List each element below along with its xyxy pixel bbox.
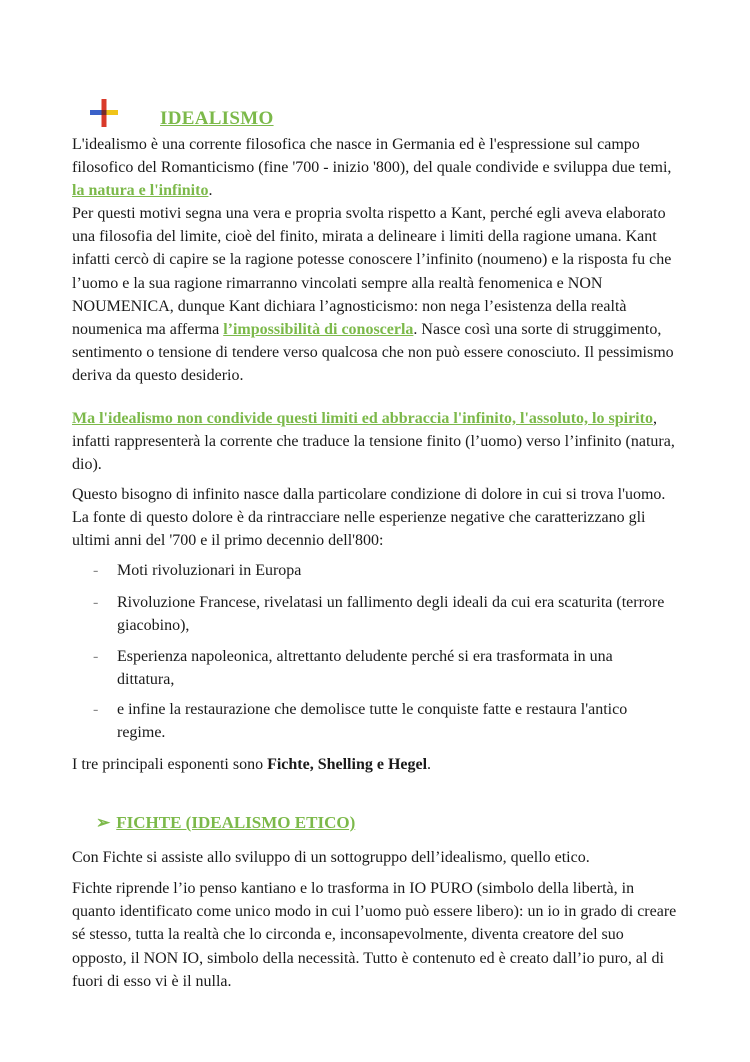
section-heading-fichte: ➢ FICHTE (IDEALISMO ETICO) [96, 813, 356, 832]
arrow-bullet-icon: ➢ [96, 813, 111, 832]
highlight-natura-infinito: la natura e l'infinito [72, 182, 209, 200]
highlight-impossibilita: l’impossibilità di conoscerla [223, 321, 414, 339]
document-page: IDEALISMO L'idealismo è una corrente filosofica che nasce in Germania ed è l'espressione sul campo filosofico del Romanticismo (fine '700 - inizio '800), del quale condivide e sviluppa due temi, la natura e l'infinito. Per questi motivi segna una vera e propria svolta rispetto a Kant, perché egli aveva elaborato una filosofia del limite, cioè del finito, mirata a delineare i limiti della ragione umana. Kant infatti cercò di capire se la ragione potesse conoscere l’infinito (noumeno) e la risposta fu che l’uomo e la sua ragione rimarranno vincolati sempre alla realtà fenomenica e NON NOUMENICA, dunque Kant dichiara l’agnosticismo: non nega l’esistenza della realtà noumenica ma afferma l’impossibilità di conoscerla. Nasce così una sorte di struggimento, sentimento o tensione di tendere verso qualcosa che non può essere conosciuto. Il pessimismo deriva da questo desiderio. Ma l'idealismo non condivide questi limiti ed abbraccia l'infinito, l'assoluto, lo spirito, infatti rappresenterà la corrente che traduce la tensione finito (l’uomo) verso l’infinito (natura, dio). Questo bisogno di infinito nasce dalla particolare condizione di dolore in cui si trova l'uomo. La fonte di questo dolore è da rintracciare nelle esperienze negative che caratterizzano gli ultimi anni del '700 e il primo decennio dell'800: - Moti rivoluzionari in Europa - Rivoluzione Francese, rivelatasi un fallimento degli ideali da cui era scaturita (terrore giacobino), - Esperienza napoleonica, altrettanto deludente perché si era trasformata in una dittatura, - e infine la restaurazione che demolisce tutte le conquiste fatte e restaura l'antico regime. I tre principali esponenti sono Fichte, Shelling e Hegel. ➢ FICHTE (IDEALISMO ETICO) Con Fichte si assiste allo sviluppo di un sottogruppo dell’idealismo, quello etico. Fichte riprende l’io penso kantiano e lo trasforma in IO PURO (simbolo della libertà, in quanto identificato come unico modo in cui l’uomo può essere libero): un io in grado di creare sé stesso, tutta la realtà che lo circonda e, inconsapevolmente, diventa creatore del suo opposto, il NON IO, simbolo della necessità. Tutto è contenuto ed è creato dall’io puro, al di fuori di esso vi è il nulla. [0, 0, 750, 1062]
paragraph-kant: Per questi motivi segna una vera e propria svolta rispetto a Kant, perché egli aveva elaborato una filosofia del limite, cioè del finito, mirata a delineare i limiti della ragione umana. Kant infatti cercò di capire se la ragione potesse conoscere l’infinito (noumeno) e la risposta fu che l’uomo e la sua ragione rimarranno vincolati sempre alla realtà fenomenica e NON NOUMENICA, dunque Kant dichiara l’agnosticismo: non nega l’esistenza della realtà noumenica ma afferma l’impossibilità di conoscerla. Nasce così una sorte di struggimento, sentimento o tensione di tendere verso qualcosa che non può essere conosciuto. Il pessimismo deriva da questo desiderio. [72, 205, 674, 385]
paragraph-idealismo-infinito: Ma l'idealismo non condivide questi limiti ed abbraccia l'infinito, l'assoluto, lo spirito, infatti rappresenterà la corrente che traduce la tensione finito (l’uomo) verso l’infinito (natura, dio). [72, 410, 675, 474]
paragraph-esponenti: I tre principali esponenti sono Fichte, Shelling e Hegel. [72, 756, 432, 773]
paragraph-intro: L'idealismo è una corrente filosofica che nasce in Germania ed è l'espressione sul campo filosofico del Romanticismo (fine '700 - inizio '800), del quale condivide e sviluppa due temi, la natura e l'infinito. [72, 136, 672, 200]
page-title: IDEALISMO [160, 108, 274, 129]
paragraph-io-puro: Fichte riprende l’io penso kantiano e lo trasforma in IO PURO (simbolo della libertà, in quanto identificato come unico modo in cui l’uomo può essere libero): un io in grado di creare sé stesso, tutta la realtà che lo circonda e, inconsapevolmente, diventa creatore del suo opposto, il NON IO, simbolo della necessità. Tutto è contenuto ed è creato dall’io puro, al di fuori di esso vi è il nulla. [72, 880, 677, 990]
paragraph-dolore: Questo bisogno di infinito nasce dalla particolare condizione di dolore in cui si trova l'uomo. La fonte di questo dolore è da rintracciare nelle esperienze negative che caratterizzano gli ultimi anni del '700 e il primo decennio dell'800: [72, 486, 666, 550]
highlight-idealismo-limiti: Ma l'idealismo non condivide questi limiti ed abbraccia l'infinito, l'assoluto, lo spirito [72, 410, 653, 427]
colored-cross-icon [90, 99, 118, 127]
paragraph-fichte-etico: Con Fichte si assiste allo sviluppo di un sottogruppo dell’idealismo, quello etico. [72, 849, 590, 866]
